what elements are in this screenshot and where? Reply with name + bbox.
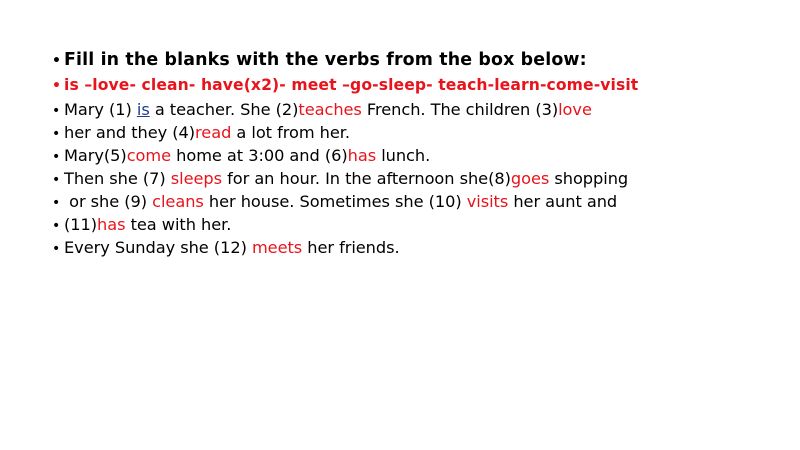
exercise-title-line	[52, 47, 792, 73]
sentence-segment: shopping	[549, 169, 629, 188]
sentence-segment: her and they (4)	[64, 123, 196, 142]
bullet-icon	[52, 192, 64, 215]
answer-word: meets	[251, 238, 303, 257]
sentence-line	[52, 236, 792, 259]
sentence-line	[52, 190, 792, 213]
answer-word: teaches	[298, 100, 362, 119]
answer-word: visits	[466, 192, 509, 211]
sentence-text	[64, 213, 231, 236]
exercise-content	[52, 47, 792, 259]
bullet-icon	[52, 215, 64, 238]
bullet-icon	[52, 238, 64, 261]
bullet-icon	[52, 48, 64, 74]
sentence-line	[52, 98, 792, 121]
sentence-segment: tea with her.	[125, 215, 232, 234]
sentence-text	[64, 121, 350, 144]
sentence-text	[64, 236, 400, 259]
sentence-segment: (11)	[64, 215, 98, 234]
sentence-text	[64, 144, 430, 167]
bullet-icon	[52, 74, 64, 99]
word-box-line	[52, 73, 792, 98]
answer-word: is	[136, 100, 150, 119]
sentence-segment: lunch.	[376, 146, 431, 165]
sentence-segment: French. The children (3)	[361, 100, 559, 119]
sentence-segment: home at 3:00 and (6)	[171, 146, 348, 165]
answer-word: has	[347, 146, 377, 165]
answer-word: come	[126, 146, 172, 165]
bullet-icon	[52, 169, 64, 192]
sentence-line	[52, 144, 792, 167]
sentence-line	[52, 167, 792, 190]
answer-word: has	[97, 215, 126, 234]
sentence-segment: Mary (1)	[64, 100, 137, 119]
sentence-segment: Mary(5)	[64, 146, 127, 165]
word-box: is –love- clean- have(x2)- meet –go-sleep- teach-learn-come-visit	[64, 76, 639, 94]
answer-word: love	[558, 100, 592, 119]
answer-word: read	[195, 123, 232, 142]
sentence-segment: Then she (7)	[64, 169, 171, 188]
sentence-segment: or she (9)	[64, 192, 153, 211]
exercise-title: Fill in the blanks with the verbs from the box below:	[64, 50, 587, 70]
sentence-segment: for an hour. In the afternoon she(8)	[222, 169, 511, 188]
sentence-text	[64, 98, 592, 121]
sentence-line	[52, 213, 792, 236]
bullet-icon	[52, 146, 64, 169]
sentence-segment: her aunt and	[508, 192, 618, 211]
answer-word: cleans	[152, 192, 204, 211]
sentence-segment: her friends.	[302, 238, 400, 257]
sentence-text	[64, 190, 617, 213]
answer-word: sleeps	[170, 169, 223, 188]
sentence-line	[52, 121, 792, 144]
bullet-icon	[52, 123, 64, 146]
sentence-segment: a lot from her.	[231, 123, 350, 142]
sentence-segment: her house. Sometimes she (10)	[203, 192, 467, 211]
sentence-segment: Every Sunday she (12)	[64, 238, 252, 257]
bullet-icon	[52, 100, 64, 123]
sentence-text	[64, 167, 628, 190]
sentence-lines	[52, 98, 792, 259]
sentence-segment: a teacher. She (2)	[149, 100, 299, 119]
answer-word: goes	[510, 169, 550, 188]
